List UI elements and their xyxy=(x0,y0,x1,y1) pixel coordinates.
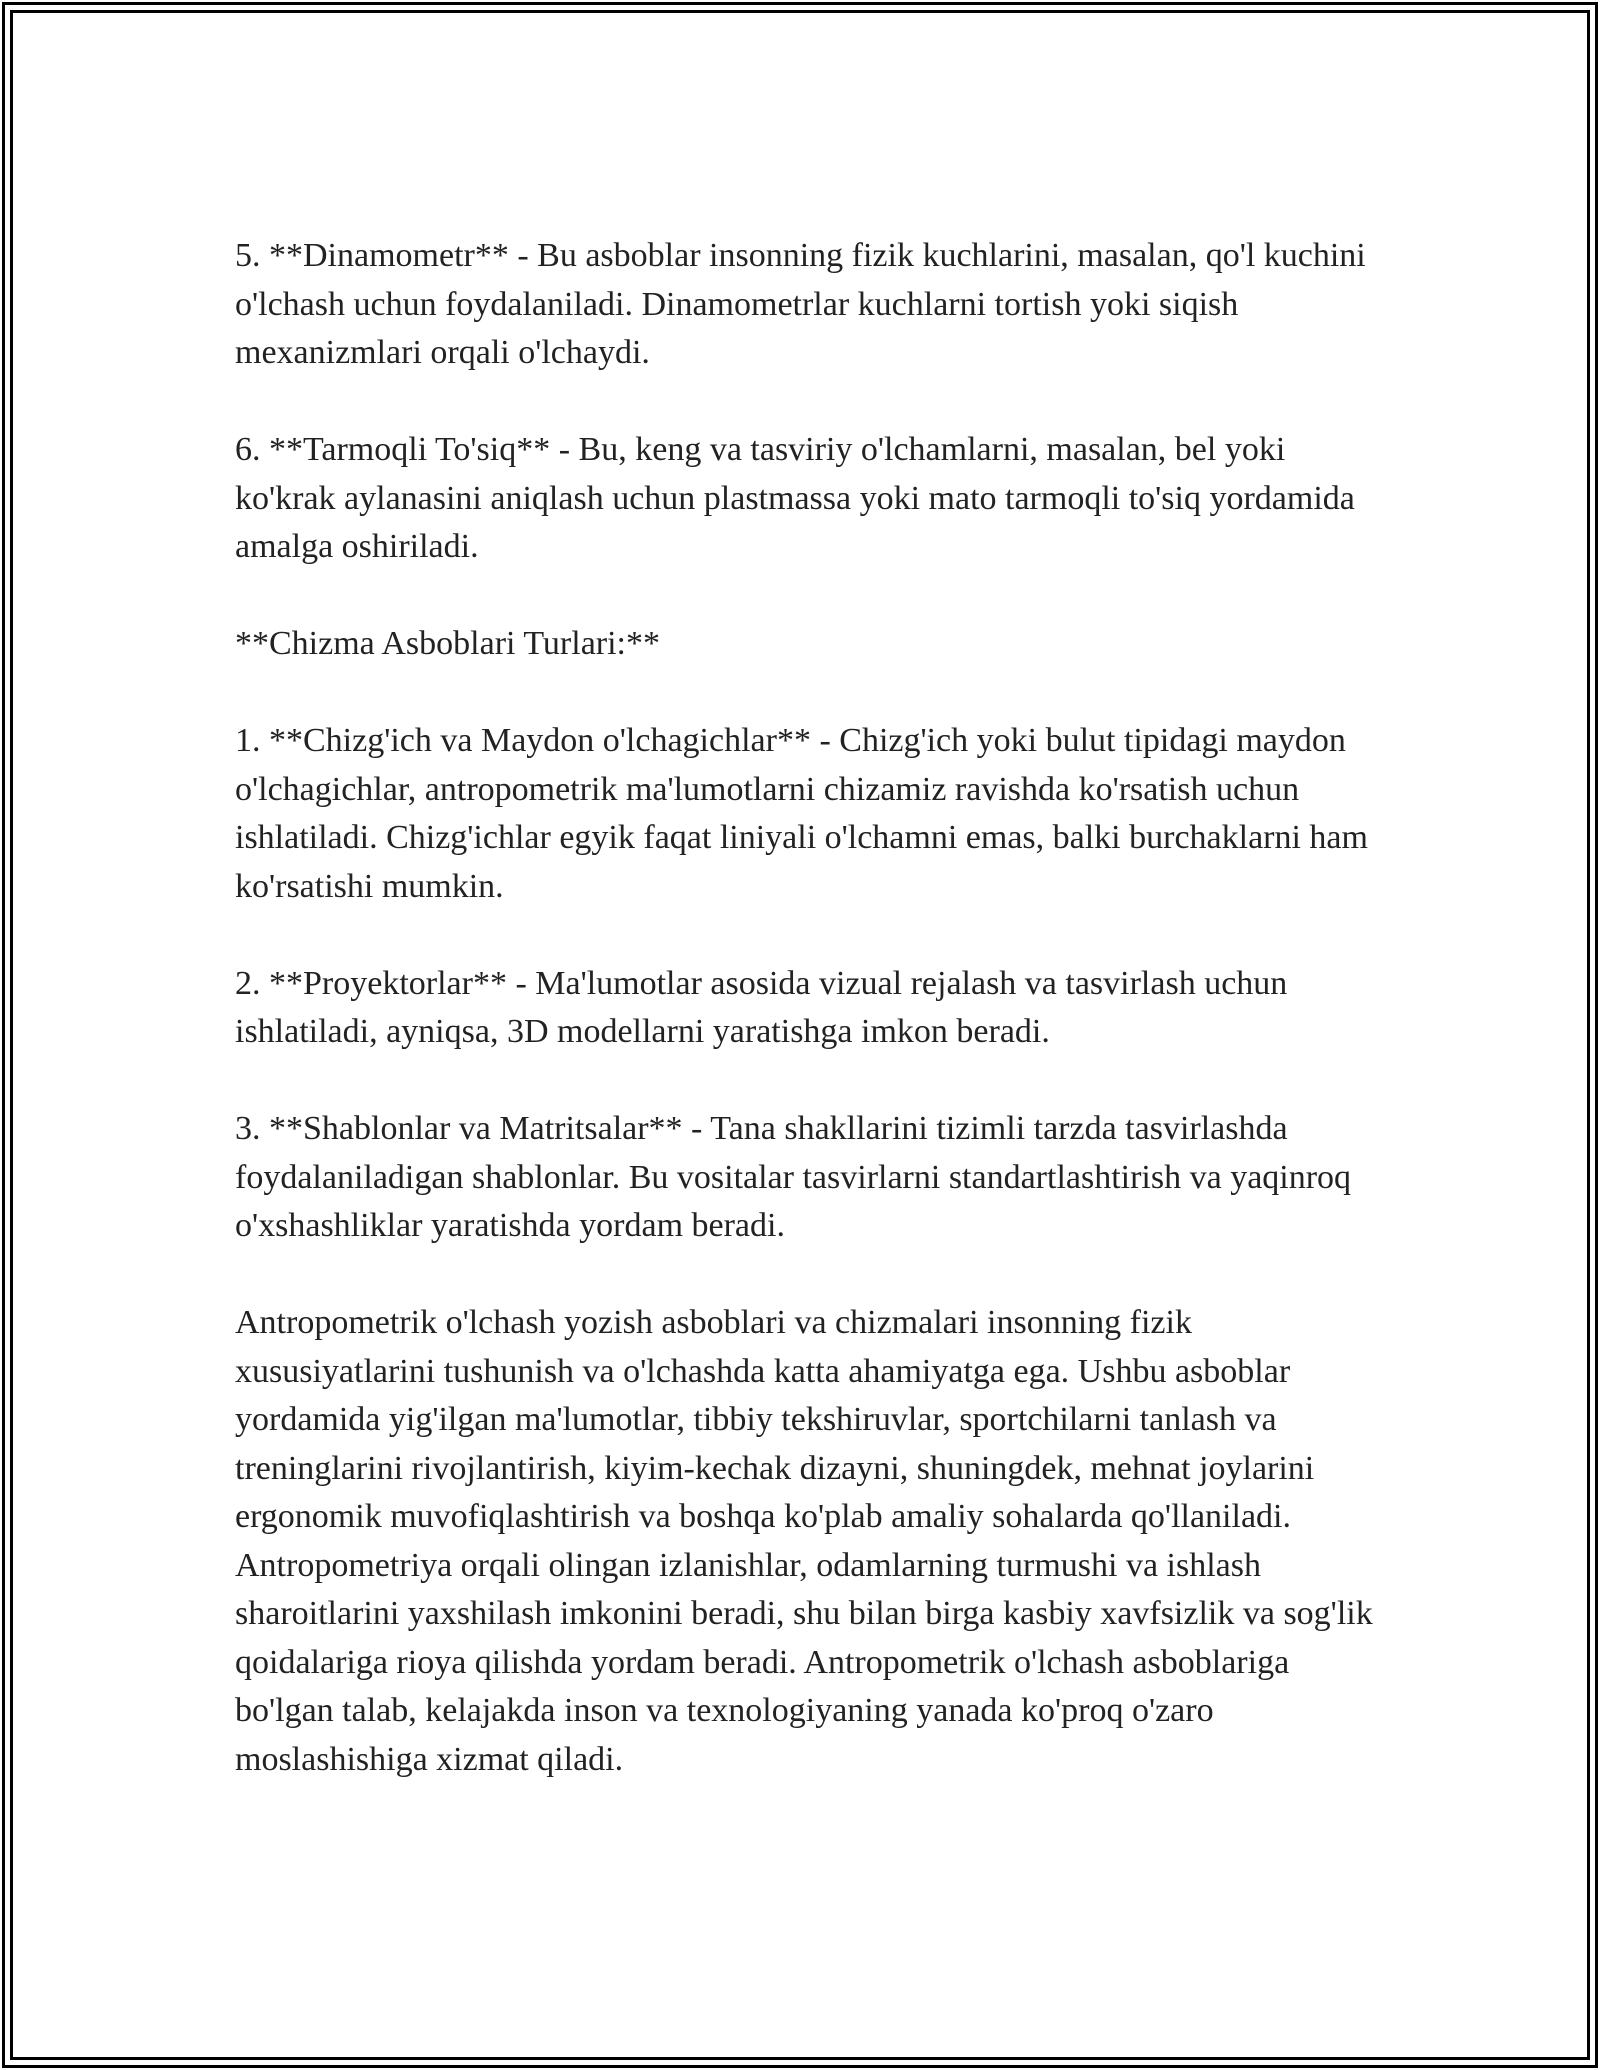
section-heading-chizma-asboblari: **Chizma Asboblari Turlari:** xyxy=(235,625,660,662)
paragraph-chizgich: 1. **Chizg'ich va Maydon o'lchagichlar** - Chizg'ich yoki bulut tipidagi maydon o'lchagichlar, antropometrik ma'lumotlarni chizamiz ravishda ko'rsatish uchun ishlatiladi. Chizg'ichlar egyik faqat liniyali o'lchamni emas, balki burchaklarni ham ko'rsatishi mumkin. xyxy=(235,722,1368,905)
paragraph-tarmoqli-tosiq: 6. **Tarmoqli To'siq** - Bu, keng va tasviriy o'lchamlarni, masalan, bel yoki ko'krak aylanasini aniqlash uchun plastmassa yoki mato tarmoqli to'siq yordamida amalga oshiriladi. xyxy=(235,431,1355,565)
document-body xyxy=(235,232,1385,1833)
paragraph-shablonlar: 3. **Shablonlar va Matritsalar** - Tana shakllarini tizimli tarzda tasvirlashda foydalaniladigan shablonlar. Bu vositalar tasvirlarni standartlashtirish va yaqinroq o'xshashliklar yaratishda yordam beradi. xyxy=(235,1110,1352,1244)
paragraph-conclusion: Antropometrik o'lchash yozish asboblari va chizmalari insonning fizik xususiyatlarini tushunish va o'lchashda katta ahamiyatga ega. Ushbu asboblar yordamida yig'ilgan ma'lumotlar, tibbiy tekshiruvlar, sportchilarni tanlash va treninglarini rivojlantirish, kiyim-kechak dizayni, shuningdek, mehnat joylarini ergonomik muvofiqlashtirish va boshqa ko'plab amaliy sohalarda qo'llaniladi. Antropometriya orqali olingan izlanishlar, odamlarning turmushi va ishlash sharoitlarini yaxshilash imkonini beradi, shu bilan birga kasbiy xavfsizlik va sog'lik qoidalariga rioya qilishda yordam beradi. Antropometrik o'lchash asboblariga bo'lgan talab, kelajakda inson va texnologiyaning yanada ko'proq o'zaro moslashishiga xizmat qiladi. xyxy=(235,1304,1373,1778)
paragraph-proyektorlar: 2. **Proyektorlar** - Ma'lumotlar asosida vizual rejalash va tasvirlash uchun ishlatiladi, ayniqsa, 3D modellarni yaratishga imkon beradi. xyxy=(235,964,1288,1050)
paragraph-dinamometr: 5. **Dinamometr** - Bu asboblar insonning fizik kuchlarini, masalan, qo'l kuchini o'lchash uchun foydalaniladi. Dinamometrlar kuchlarni tortish yoki siqish mexanizmlari orqali o'lchaydi. xyxy=(235,237,1366,371)
